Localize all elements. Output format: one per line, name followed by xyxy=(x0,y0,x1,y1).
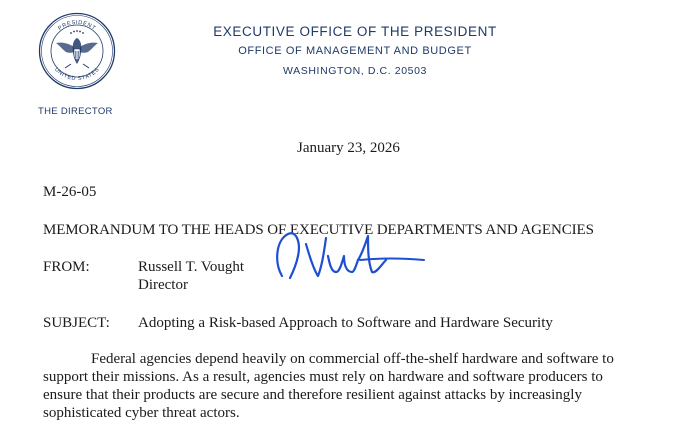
from-name: Russell T. Vought xyxy=(138,259,244,275)
director-label: THE DIRECTOR xyxy=(38,106,113,117)
memo-title: MEMORANDUM TO THE HEADS OF EXECUTIVE DEPARTMENTS AND AGENCIES xyxy=(43,222,594,238)
memo-date: January 23, 2026 xyxy=(297,140,400,156)
from-title: Director xyxy=(138,277,188,293)
from-label: FROM: xyxy=(43,259,90,275)
letterhead-agency: EXECUTIVE OFFICE OF THE PRESIDENT xyxy=(213,24,497,39)
body-line: ensure that their products are secure and therefore resilient against attacks by increasingly xyxy=(43,387,582,403)
subject-text: Adopting a Risk-based Approach to Software and Hardware Security xyxy=(138,315,553,331)
memo-number: M-26-05 xyxy=(43,184,97,200)
svg-text:UNITED STATES: UNITED STATES xyxy=(53,66,101,83)
presidential-seal-icon xyxy=(38,12,116,90)
body-line: Federal agencies depend heavily on commercial off-the-shelf hardware and software to xyxy=(91,351,614,367)
svg-text:PRESIDENT: PRESIDENT xyxy=(57,19,97,32)
subject-label: SUBJECT: xyxy=(43,315,110,331)
handwritten-signature-icon xyxy=(268,226,428,288)
letterhead-address: WASHINGTON, D.C. 20503 xyxy=(283,65,427,77)
letterhead-office: OFFICE OF MANAGEMENT AND BUDGET xyxy=(238,45,472,57)
body-line: sophisticated cyber threat actors. xyxy=(43,405,240,421)
body-line: support their missions. As a result, agencies must rely on hardware and software producers to xyxy=(43,369,603,385)
